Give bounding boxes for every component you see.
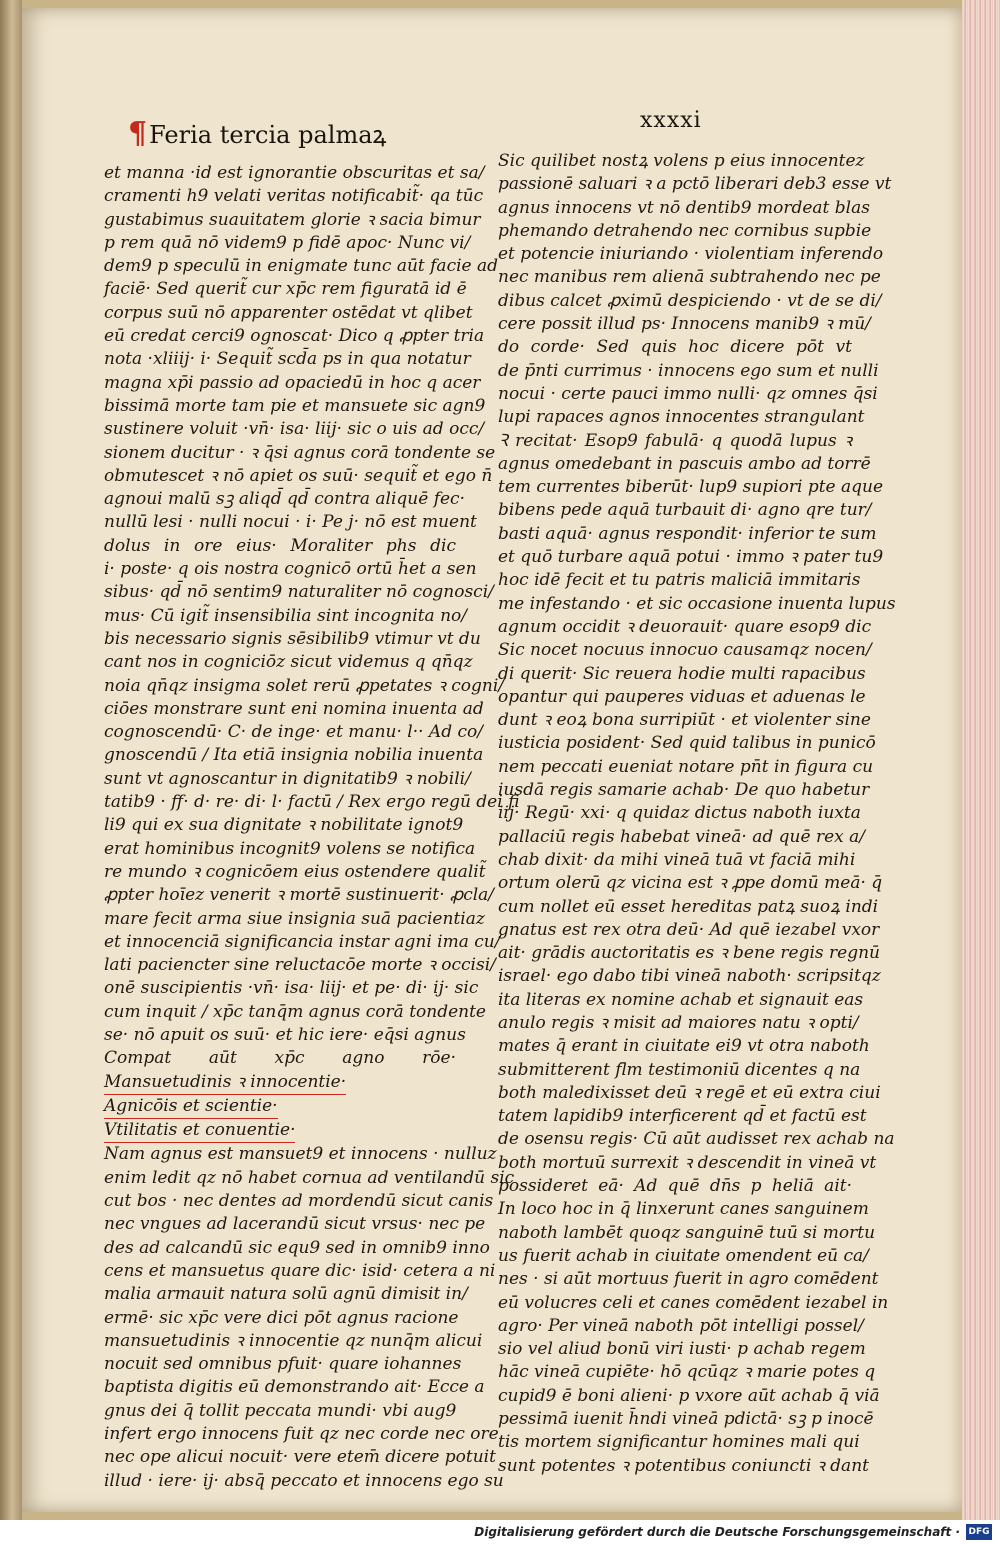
text-line: nec vngues ad lacerandū sicut vrsus· nec pe — [104, 1214, 486, 1235]
text-line: agnus innocens vt nō dentib9 mordeat blas — [498, 197, 870, 218]
text-line: iusdā regis samarie achab· De quo habetur — [498, 780, 870, 801]
text-line: opantur qui pauperes viduas et aduenas le — [498, 686, 866, 707]
text-line: agro· Per vineā naboth pōt intelligi possel/ — [498, 1315, 864, 1336]
text-line: tatem lapidib9 interficerent qd̄ et factū est — [498, 1106, 867, 1127]
text-line: lati paciencter sine reluctacōe morte ꝛ occisi/ — [104, 955, 496, 976]
text-line: hoc idē fecit et tu patris maliciā immitaris — [498, 570, 861, 591]
text-line: nullū lesi · nulli nocui · i· Pe j· nō est muent — [104, 512, 477, 533]
text-line: possideret eā· Ad quē dn̄s p heliā ait· — [498, 1176, 852, 1197]
rubric-subhead — [104, 1095, 456, 1119]
text-line: infert ergo innocens fuit qz nec corde nec ore — [104, 1424, 499, 1445]
text-line: us fuerit achab in ciuitate omendent eū ca/ — [498, 1245, 869, 1266]
book-left-edge — [0, 0, 22, 1520]
text-line: bissimā morte tam pie et mansuete sic agn9 — [104, 395, 486, 416]
text-line: bibens pede aquā turbauit di· agno qre tur/ — [498, 500, 872, 521]
text-line: cant nos in cogniciōz sicut videmus q qn̄qz — [104, 652, 473, 673]
rubric-subhead — [104, 1071, 456, 1095]
text-line: et quō turbare aquā potui · immo ꝛ pater tu9 — [498, 547, 884, 568]
text-line: p rem quā nō videm9 p fidē apoc· Nunc vi/ — [104, 232, 471, 253]
text-line: magna xp̄i passio ad opaciedū in hoc q acer — [104, 372, 481, 393]
book-right-edge — [962, 0, 1000, 1520]
text-line: iusticia posident· Sed quid talibus in punicō — [498, 733, 876, 754]
text-line: corpus suū nō apparenter ostēdat vt qlibet — [104, 302, 473, 323]
text-line: cut bos · nec dentes ad mordendū sicut canis — [104, 1191, 494, 1212]
text-line: iij· Regū· xxi· q quidaz dictus naboth iuxta — [498, 803, 861, 824]
text-line: se· nō apuit os suū· et hic iere· eq̄si agnus — [104, 1024, 466, 1045]
text-line: cupid9 ē boni alieni· p vxore aūt achab q̄ viā — [498, 1385, 880, 1406]
text-line: sustinere voluit ·vn̄· isa· liij· sic o uis ad occ/ — [104, 419, 485, 440]
text-line: mansuetudinis ꝛ innocentie qz nunq̄m alicui — [104, 1330, 483, 1351]
text-line: de p̄nti currimus · innocens ego sum et nulli — [498, 360, 879, 381]
text-line: gnus dei q̄ tollit peccata mundi· vbi aug9 — [104, 1400, 457, 1421]
text-line: anulo regis ꝛ misit ad maiores natu ꝛ opti/ — [498, 1012, 859, 1033]
text-line: cum inquit / xp̄c tanq̄m agnus corā tondente — [104, 1001, 486, 1022]
text-line: obmutescet ꝛ nō apiet os suū· sequit̃ et ego n̄ — [104, 465, 493, 486]
text-line: Compat aūt xp̄c agno rōe· — [104, 1048, 456, 1069]
dfg-logo: DFG — [966, 1524, 992, 1540]
text-line: gnoscendū / Ita etiā insignia nobilia inuenta — [104, 745, 484, 766]
subhead-text: Agnicōis et scientie· — [104, 1095, 278, 1119]
text-line: bis necessario signis sēsibilib9 vtimur vt du — [104, 628, 481, 649]
text-line: dunt ꝛ eoꝝ bona surripiūt · et violenter sine — [498, 710, 871, 731]
rubric-subhead — [104, 1119, 456, 1143]
text-line: des ad calcandū sic equ9 sed in omnib9 inno — [104, 1237, 490, 1258]
text-line: mates q̄ erant in ciuitate ei9 vt otra naboth — [498, 1036, 870, 1057]
text-line: agnum occidit ꝛ deuorauit· quare esop9 dic — [498, 616, 872, 637]
text-line: sio vel aliud bonū viri iusti· p achab regem — [498, 1339, 866, 1360]
page-heading — [128, 116, 386, 151]
text-line: naboth lambēt quoqz sanguinē tuū si mortu — [498, 1222, 876, 1243]
text-line: passionē saluari ꝛ a pctō liberari deb3 esse vt — [498, 174, 892, 195]
text-line: both mortuū surrexit ꝛ descendit in vineā vt — [498, 1152, 877, 1173]
text-line: Sic quilibet nostꝝ volens p eius innocentez — [498, 151, 865, 171]
text-line: eū volucres celi et canes comēdent iezabel in — [498, 1292, 889, 1313]
text-line: ꝓpter hoīez venerit ꝛ mortē sustinuerit· ꝓcla/ — [104, 885, 495, 906]
text-line: et innocenciā significancia instar agni ima cu/ — [104, 931, 501, 952]
text-line: et potencie iniuriando · violentiam inferendo — [498, 244, 884, 265]
text-line: cum nollet eū esset hereditas patꝝ suoꝝ indi — [498, 896, 879, 917]
text-line: agnus omedebant in pascuis ambo ad torrē — [498, 453, 871, 474]
text-line: gnatus est rex otra deū· Ad quē iezabel vxor — [498, 919, 880, 940]
text-line: ermē· sic xp̄c vere dici pōt agnus racione — [104, 1307, 459, 1328]
subhead-text: Mansuetudinis ꝛ innocentie· — [104, 1071, 346, 1095]
text-line: nem peccati eueniat notare pn̄t in figura cu — [498, 756, 874, 777]
pilcrow-icon: ¶ — [128, 116, 148, 151]
text-line: nec ope alicui nocuit· vere etem̄ dicere potuit — [104, 1447, 496, 1468]
text-line: nota ·xliiij· i· Sequit̃ scd̄a ps in qua notatur — [104, 349, 471, 370]
text-line: tem currentes biberūt· lup9 supiori pte aque — [498, 477, 884, 498]
text-line: mare fecit arma siue insignia suā pacientiaz — [104, 908, 485, 929]
text-line: faciē· Sed querit̃ cur xp̄c rem figuratā id ē — [104, 279, 467, 300]
text-line: eū credat cerci9 ognoscat· Dico q ꝓpter tria — [104, 326, 485, 347]
text-line: cere possit illud ps· Innocens manib9 ꝛ mū/ — [498, 314, 871, 335]
text-line: de osensu regis· Cū aūt audisset rex achab na — [498, 1129, 895, 1150]
text-line: cognoscendū· C· de inge· et manu· l·· Ad co/ — [104, 722, 483, 743]
text-line: dolus in ore eius· Moraliter phs dic — [104, 535, 456, 556]
text-line: di querit· Sic reuera hodie multi rapacibus — [498, 663, 866, 684]
text-line: nocuit sed omnibus pfuit· quare iohannes — [104, 1354, 462, 1375]
text-line: ita literas ex nomine achab et signauit eas — [498, 989, 864, 1010]
text-line: baptista digitis eū demonstrando ait· Ecce a — [104, 1377, 485, 1398]
digitization-credit: Digitalisierung gefördert durch die Deutsche Forschungsgemeinschaft · — [474, 1525, 960, 1539]
text-line: ciōes monstrare sunt eni nomina inuenta ad — [104, 698, 484, 719]
subhead-text: Vtilitatis et conuentie· — [104, 1119, 295, 1143]
text-line: pessimā iuenit h̄ndi vineā pdictā· sꝫ p inocē — [498, 1409, 874, 1430]
left-text-column — [104, 162, 520, 1493]
text-line: israel· ego dabo tibi vineā naboth· scripsitqz — [498, 966, 881, 987]
text-line: erat hominibus incognit9 volens se notifica — [104, 838, 476, 859]
text-line: Ꝛ recitat· Esop9 fabulā· q quodā lupus ꝛ — [498, 430, 852, 451]
folio-number: xxxxi — [640, 108, 702, 133]
text-line: both maledixisset deū ꝛ regē et eū extra ciui — [498, 1082, 881, 1103]
text-line: li9 qui ex sua dignitate ꝛ nobilitate ignot9 — [104, 815, 464, 836]
text-line: nec manibus rem alienā subtrahendo nec pe — [498, 267, 881, 288]
text-line: malia armauit natura solū agnū dimisit in/ — [104, 1284, 468, 1305]
text-line: ortum olerū qz vicina est ꝛ ꝓpe domū meā· q̄ — [498, 873, 883, 894]
text-line: In loco hoc in q̄ linxerunt canes sanguinem — [498, 1199, 869, 1220]
text-line: nes · si aūt mortuus fuerit in agro comēdent — [498, 1269, 879, 1290]
text-line: sunt potentes ꝛ potentibus coniuncti ꝛ dant — [498, 1455, 869, 1476]
text-line: agnoui malū sꝫ aliqd̄ qd̄ contra aliquē fec· — [104, 489, 465, 510]
text-line: Nam agnus est mansuet9 et innocens · nulluz — [104, 1144, 497, 1165]
text-line: phemando detrahendo nec cornibus supbie — [498, 220, 872, 241]
text-line: nocui · certe pauci immo nulli· qz omnes q̄si — [498, 383, 878, 404]
text-line: do corde· Sed quis hoc dicere pōt vt — [498, 337, 852, 358]
text-line: et manna ·id est ignorantie obscuritas et sa/ — [104, 163, 485, 183]
text-line: cramenti h9 velati veritas notificabit̃· qa tūc — [104, 186, 484, 207]
text-line: dibus calcet ꝓximū despiciendo · vt de se di/ — [498, 290, 882, 311]
text-line: hāc vineā cupiēte· hō qcūqz ꝛ marie potes q — [498, 1362, 876, 1383]
text-line: me infestando · et sic occasione inuenta lupus — [498, 593, 896, 614]
text-line: onē suscipientis ·vn̄· isa· liij· et pe· di· ij· sic — [104, 978, 479, 999]
text-line: basti aquā· agnus respondit· inferior te sum — [498, 523, 877, 544]
text-line: noia qn̄qz insigma solet rerū ꝓpetates ꝛ cogni/ — [104, 675, 504, 696]
text-line: ait· grādis auctoritatis es ꝛ bene regis regnū — [498, 943, 881, 964]
text-line: sionem ducitur · ꝛ q̄si agnus corā tondente se — [104, 442, 496, 463]
text-line: illud · iere· ij· absq̄ peccato et innocens ego su — [104, 1470, 504, 1491]
text-line: enim ledit qz nō habet cornua ad ventilandū sic — [104, 1167, 515, 1188]
text-line: tatib9 · ff· d· re· di· l· factū / Rex ergo regū dei fi — [104, 792, 520, 813]
text-line: pallaciū regis habebat vineā· ad quē rex a/ — [498, 826, 866, 847]
text-line: tis mortem significantur homines mali qui — [498, 1432, 860, 1453]
heading-text: Feria tercia palmaꝝ — [149, 121, 387, 149]
text-line: re mundo ꝛ cognicōem eius ostendere qualit̃ — [104, 861, 486, 882]
text-line: sibus· qd̄ nō sentim9 naturaliter nō cognosci/ — [104, 582, 494, 603]
text-line: lupi rapaces agnos innocentes strangulant — [498, 407, 865, 428]
text-line: dem9 p speculū in enigmate tunc aūt facie ad — [104, 256, 499, 277]
text-line: cens et mansuetus quare dic· isid· cetera a ni — [104, 1260, 496, 1281]
text-line: gustabimus suauitatem glorie ꝛ sacia bimur — [104, 209, 481, 230]
text-line: i· poste· q ois nostra cognicō ortū h̄et a sen — [104, 559, 477, 580]
text-line: sunt vt agnoscantur in dignitatib9 ꝛ nobili/ — [104, 768, 471, 789]
right-text-column — [498, 150, 896, 1478]
text-line: Sic nocet nocuus innocuo causamqz nocen/ — [498, 640, 872, 661]
text-line: chab dixit· da mihi vineā tuā vt faciā mihi — [498, 849, 856, 870]
text-line: mus· Cū igit̃ insensibilia sint incognita no/ — [104, 605, 468, 626]
text-line: submitterent fl̄m testimoniū dicentes q na — [498, 1059, 861, 1080]
